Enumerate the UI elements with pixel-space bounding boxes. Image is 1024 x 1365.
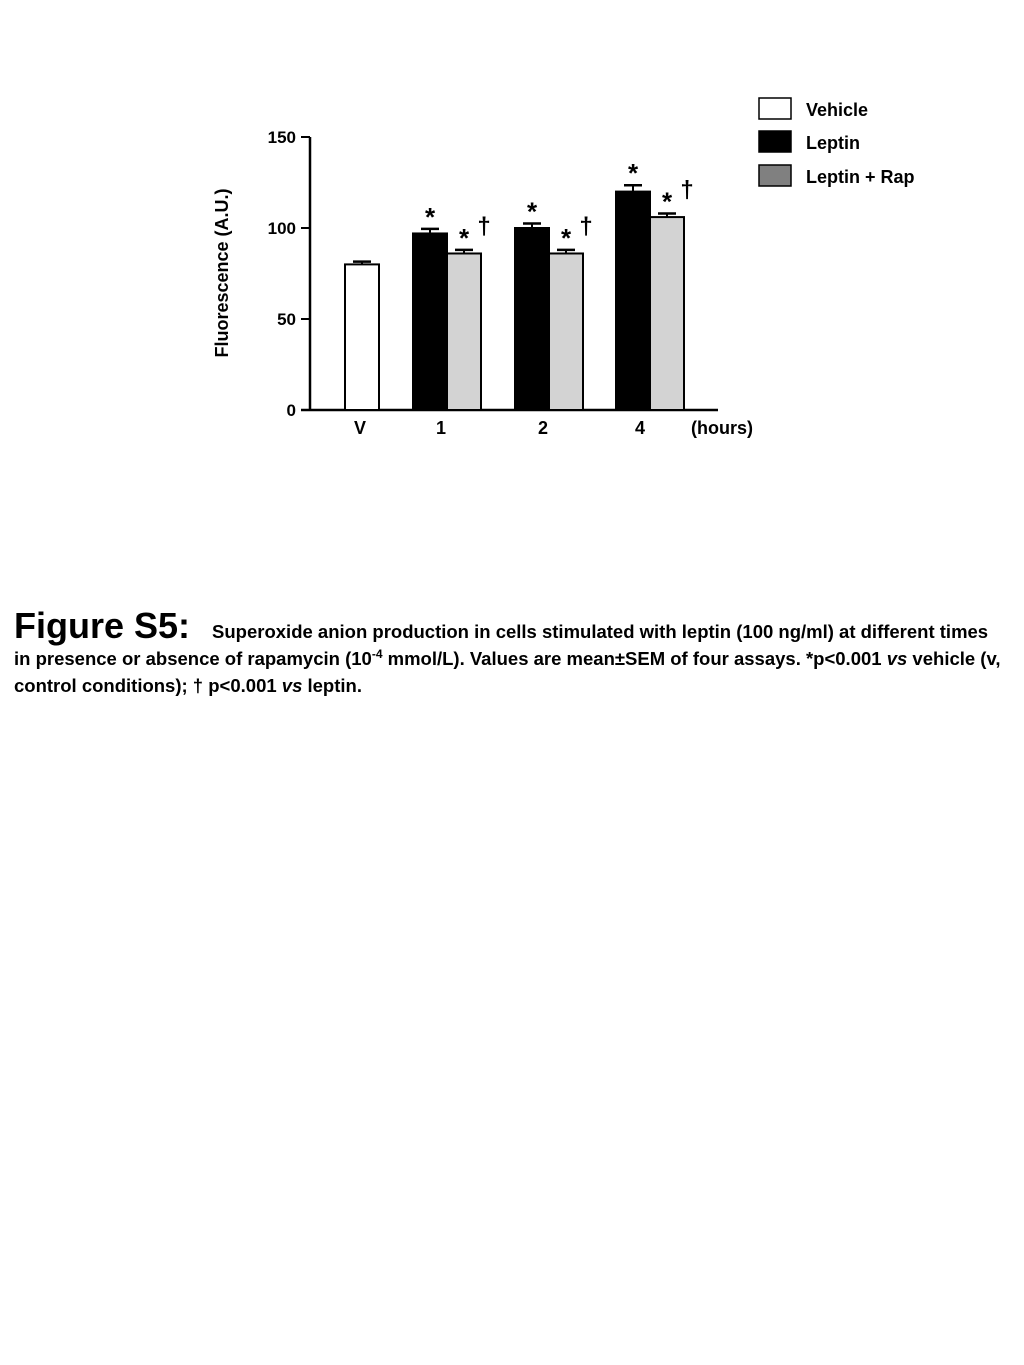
bar-chart — [0, 0, 1024, 460]
significance-star: * — [560, 222, 572, 253]
significance-dagger: † — [477, 212, 491, 240]
significance-star: * — [526, 196, 538, 227]
x-unit-label: (hours) — [691, 418, 753, 438]
legend-label: Leptin — [806, 133, 860, 153]
legend-swatch — [759, 165, 791, 186]
caption-text-2: mmol/L). Values are mean±SEM of four assays. *p<0.001 — [382, 648, 887, 669]
x-axis — [301, 410, 753, 438]
bar — [345, 264, 379, 410]
legend-swatch — [759, 98, 791, 119]
y-tick-label: 100 — [267, 219, 296, 238]
significance-dagger: † — [680, 176, 694, 204]
legend-swatch — [759, 131, 791, 152]
caption-vs-1: vs — [886, 648, 908, 669]
bar — [515, 228, 549, 410]
bar — [616, 192, 650, 410]
caption-text-3: vehicle (v, control conditions); † p<0.001 — [14, 648, 1001, 696]
y-axis — [268, 128, 310, 420]
figure-caption — [14, 605, 1004, 699]
significance-star: * — [661, 186, 673, 217]
x-tick-label: 4 — [634, 418, 646, 438]
legend-label: Leptin + Rap — [806, 167, 915, 187]
legend — [759, 98, 915, 187]
bar — [650, 217, 684, 410]
caption-text-4: leptin. — [302, 675, 362, 696]
x-tick-label: 2 — [537, 418, 549, 438]
figure-label: Figure S5: — [14, 605, 191, 646]
x-tick-label: V — [353, 418, 367, 438]
y-axis-label: Fluorescence (A.U.) — [212, 188, 232, 358]
bar — [413, 233, 447, 410]
x-tick-label: 1 — [435, 418, 447, 438]
significance-star: * — [458, 222, 470, 253]
legend-label: Vehicle — [806, 100, 869, 120]
caption-text-1: Superoxide anion production in cells stimulated with leptin (100 ng/ml) at different times in presence or absence of rapamycin (10 — [14, 621, 989, 669]
caption-superscript: -4 — [371, 646, 383, 661]
significance-star: * — [627, 158, 639, 189]
bar — [549, 253, 583, 410]
significance-dagger: † — [579, 212, 593, 240]
bar — [447, 253, 481, 410]
y-tick-label: 150 — [267, 128, 296, 147]
y-tick-label: 50 — [277, 310, 296, 329]
bars-group — [345, 158, 694, 410]
significance-star: * — [424, 201, 436, 232]
caption-vs-2: vs — [281, 675, 303, 696]
y-tick-label: 0 — [286, 401, 296, 420]
